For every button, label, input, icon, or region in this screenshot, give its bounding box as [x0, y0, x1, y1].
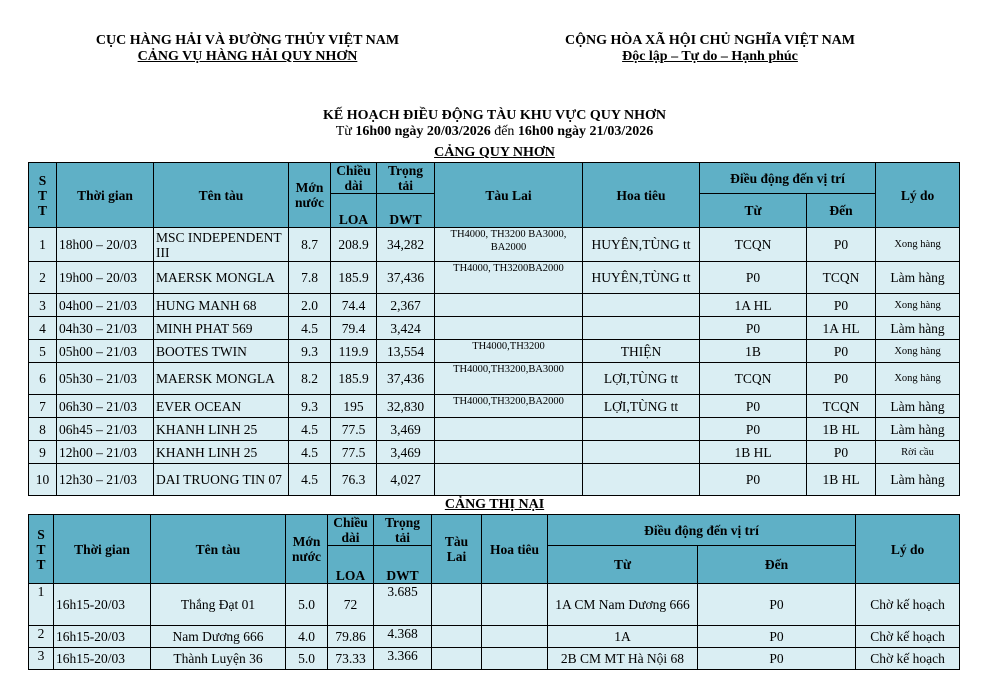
row-loa: 119.9: [331, 340, 377, 363]
row-pilot: LỢI,TÙNG tt: [583, 363, 700, 395]
row-loa: 79.4: [331, 317, 377, 340]
row-stt: 1: [29, 228, 57, 262]
col-to: Đến: [807, 194, 876, 228]
row-draft: 9.3: [289, 395, 331, 418]
row-pilot: HUYÊN,TÙNG tt: [583, 228, 700, 262]
col-ship: Tên tàu: [151, 515, 286, 584]
row-reason: Chờ kế hoạch: [856, 648, 960, 670]
period-prefix: Từ: [335, 124, 356, 139]
row-reason: Xong hàng: [876, 363, 960, 395]
row-dwt: 4,027: [377, 464, 435, 496]
col-length: Chiều dài: [331, 163, 377, 194]
row-pilot: LỢI,TÙNG tt: [583, 395, 700, 418]
row-tug: [435, 441, 583, 464]
national-motto: Độc lập – Tự do – Hạnh phúc: [622, 49, 798, 64]
row-time: 19h00 – 20/03: [57, 262, 154, 294]
row-reason: Làm hàng: [876, 418, 960, 441]
row-reason: Làm hàng: [876, 464, 960, 496]
col-from: Từ: [548, 546, 698, 584]
row-reason: Xong hàng: [876, 228, 960, 262]
row-to: P0: [807, 294, 876, 317]
document-title: [0, 108, 989, 140]
col-dwt-head: Trọng tải: [374, 515, 432, 546]
row-tug: TH4000,TH3200,BA2000: [435, 395, 583, 418]
row-reason: Chờ kế hoạch: [856, 584, 960, 626]
col-move: Điều động đến vị trí: [548, 515, 856, 546]
row-time: 05h30 – 21/03: [57, 363, 154, 395]
row-reason: Xong hàng: [876, 294, 960, 317]
table-row: [29, 340, 960, 363]
row-draft: 8.7: [289, 228, 331, 262]
row-dwt: 4.368: [374, 626, 432, 648]
row-dwt: 3,424: [377, 317, 435, 340]
row-stt: 6: [29, 363, 57, 395]
table-row: [29, 441, 960, 464]
row-from: 1B HL: [700, 441, 807, 464]
col-stt: S T T: [29, 515, 54, 584]
row-draft: 5.0: [286, 584, 328, 626]
row-loa: 72: [328, 584, 374, 626]
row-from: 1A HL: [700, 294, 807, 317]
row-dwt: 3.685: [374, 584, 432, 626]
period-mid: đến: [490, 124, 518, 139]
row-tug: TH4000, TH3200 BA3000, BA2000: [435, 228, 583, 262]
row-to: 1B HL: [807, 418, 876, 441]
row-from: 1A CM Nam Dương 666: [548, 584, 698, 626]
row-time: 06h45 – 21/03: [57, 418, 154, 441]
row-from: 1A: [548, 626, 698, 648]
row-pilot: [482, 626, 548, 648]
row-loa: 77.5: [331, 441, 377, 464]
row-pilot: THIỆN: [583, 340, 700, 363]
row-dwt: 2,367: [377, 294, 435, 317]
row-to: 1A HL: [807, 317, 876, 340]
row-ship-name: MAERSK MONGLA: [154, 363, 289, 395]
row-pilot: [583, 418, 700, 441]
quy-nhon-schedule-table: [28, 162, 960, 496]
row-ship-name: KHANH LINH 25: [154, 418, 289, 441]
table-row: [29, 395, 960, 418]
row-draft: 9.3: [289, 340, 331, 363]
col-reason: Lý do: [876, 163, 960, 228]
row-time: 12h00 – 21/03: [57, 441, 154, 464]
col-tug: Tàu Lai: [435, 163, 583, 228]
row-stt: 7: [29, 395, 57, 418]
section-title-thi-nai: CẢNG THỊ NẠI: [444, 497, 545, 512]
row-loa: 73.33: [328, 648, 374, 670]
national-header: [540, 33, 880, 65]
table-row: [29, 418, 960, 441]
row-tug: [435, 294, 583, 317]
row-draft: 4.5: [289, 418, 331, 441]
row-tug: [432, 648, 482, 670]
col-stt: S T T: [29, 163, 57, 228]
row-dwt: 32,830: [377, 395, 435, 418]
row-pilot: [482, 584, 548, 626]
row-stt: 2: [29, 626, 54, 648]
row-ship-name: KHANH LINH 25: [154, 441, 289, 464]
row-reason: Làm hàng: [876, 317, 960, 340]
table-row: [29, 294, 960, 317]
row-time: 05h00 – 21/03: [57, 340, 154, 363]
row-from: P0: [700, 395, 807, 418]
thi-nai-schedule-table: [28, 514, 960, 670]
row-time: 04h30 – 21/03: [57, 317, 154, 340]
thi-nai-rows: [29, 584, 960, 670]
row-from: 2B CM MT Hà Nội 68: [548, 648, 698, 670]
row-tug: TH4000,TH3200,BA3000: [435, 363, 583, 395]
row-stt: 3: [29, 648, 54, 670]
row-time: 16h15-20/03: [54, 626, 151, 648]
row-stt: 8: [29, 418, 57, 441]
row-dwt: 34,282: [377, 228, 435, 262]
col-dwt: DWT: [377, 194, 435, 228]
row-loa: 185.9: [331, 262, 377, 294]
row-ship-name: DAI TRUONG TIN 07: [154, 464, 289, 496]
table-row: [29, 262, 960, 294]
table-row: [29, 464, 960, 496]
row-pilot: HUYÊN,TÙNG tt: [583, 262, 700, 294]
col-to: Đến: [698, 546, 856, 584]
period-from: 16h00 ngày 20/03/2026: [355, 124, 491, 139]
row-stt: 9: [29, 441, 57, 464]
row-draft: 5.0: [286, 648, 328, 670]
row-draft: 7.8: [289, 262, 331, 294]
row-tug: [432, 626, 482, 648]
row-loa: 195: [331, 395, 377, 418]
col-tug: Tàu Lai: [432, 515, 482, 584]
table-row: [29, 363, 960, 395]
row-loa: 74.4: [331, 294, 377, 317]
row-dwt: 13,554: [377, 340, 435, 363]
quy-nhon-rows: [29, 228, 960, 496]
table-row: [29, 228, 960, 262]
row-to: P0: [807, 228, 876, 262]
row-pilot: [583, 441, 700, 464]
row-reason: Làm hàng: [876, 395, 960, 418]
row-from: TCQN: [700, 228, 807, 262]
row-ship-name: HUNG MANH 68: [154, 294, 289, 317]
row-to: P0: [807, 340, 876, 363]
row-pilot: [583, 317, 700, 340]
col-time: Thời gian: [54, 515, 151, 584]
row-draft: 4.5: [289, 464, 331, 496]
row-tug: TH4000, TH3200BA2000: [435, 262, 583, 294]
row-reason: Làm hàng: [876, 262, 960, 294]
row-to: TCQN: [807, 395, 876, 418]
row-to: P0: [807, 441, 876, 464]
row-tug: [435, 317, 583, 340]
row-time: 16h15-20/03: [54, 584, 151, 626]
row-loa: 185.9: [331, 363, 377, 395]
table-row: [29, 317, 960, 340]
period-to: 16h00 ngày 21/03/2026: [517, 124, 654, 139]
row-to: P0: [698, 584, 856, 626]
national-title: CỘNG HÒA XÃ HỘI CHỦ NGHĨA VIỆT NAM: [564, 33, 855, 48]
col-dwt: DWT: [374, 546, 432, 584]
row-tug: [435, 418, 583, 441]
row-from: P0: [700, 317, 807, 340]
table-row: [29, 626, 960, 648]
row-stt: 4: [29, 317, 57, 340]
row-to: TCQN: [807, 262, 876, 294]
row-draft: 2.0: [289, 294, 331, 317]
row-from: P0: [700, 464, 807, 496]
row-tug: [435, 464, 583, 496]
row-ship-name: MAERSK MONGLA: [154, 262, 289, 294]
row-draft: 4.0: [286, 626, 328, 648]
row-loa: 76.3: [331, 464, 377, 496]
plan-period: [0, 124, 989, 140]
col-length: Chiều dài: [328, 515, 374, 546]
row-loa: 208.9: [331, 228, 377, 262]
col-pilot: Hoa tiêu: [482, 515, 548, 584]
row-stt: 2: [29, 262, 57, 294]
row-reason: Chờ kế hoạch: [856, 626, 960, 648]
row-draft: 4.5: [289, 317, 331, 340]
table-row: [29, 584, 960, 626]
row-time: 16h15-20/03: [54, 648, 151, 670]
row-from: P0: [700, 262, 807, 294]
col-time: Thời gian: [57, 163, 154, 228]
row-dwt: 3,469: [377, 441, 435, 464]
row-loa: 79.86: [328, 626, 374, 648]
row-from: P0: [700, 418, 807, 441]
row-ship-name: MINH PHAT 569: [154, 317, 289, 340]
col-loa: LOA: [331, 194, 377, 228]
row-ship-name: BOOTES TWIN: [154, 340, 289, 363]
row-time: 18h00 – 20/03: [57, 228, 154, 262]
row-stt: 10: [29, 464, 57, 496]
row-dwt: 3.366: [374, 648, 432, 670]
row-dwt: 3,469: [377, 418, 435, 441]
col-from: Từ: [700, 194, 807, 228]
row-from: TCQN: [700, 363, 807, 395]
port-authority-name: CẢNG VỤ HÀNG HẢI QUY NHƠN: [137, 49, 358, 64]
row-to: P0: [698, 648, 856, 670]
row-time: 06h30 – 21/03: [57, 395, 154, 418]
row-dwt: 37,436: [377, 262, 435, 294]
section-title-quy-nhon: CẢNG QUY NHƠN: [434, 145, 555, 160]
row-to: P0: [698, 626, 856, 648]
row-draft: 4.5: [289, 441, 331, 464]
row-reason: Rời cầu: [876, 441, 960, 464]
row-pilot: [482, 648, 548, 670]
agency-name: CỤC HÀNG HẢI VÀ ĐƯỜNG THỦY VIỆT NAM: [95, 33, 400, 48]
row-stt: 3: [29, 294, 57, 317]
col-ship: Tên tàu: [154, 163, 289, 228]
col-draft: Mớn nước: [289, 163, 331, 228]
row-time: 12h30 – 21/03: [57, 464, 154, 496]
row-pilot: [583, 294, 700, 317]
row-tug: TH4000,TH3200: [435, 340, 583, 363]
row-to: 1B HL: [807, 464, 876, 496]
agency-header: [70, 33, 425, 65]
row-ship-name: Nam Dương 666: [151, 626, 286, 648]
col-reason: Lý do: [856, 515, 960, 584]
row-ship-name: MSC INDEPENDENT III: [154, 228, 289, 262]
row-ship-name: EVER OCEAN: [154, 395, 289, 418]
table-row: [29, 648, 960, 670]
row-to: P0: [807, 363, 876, 395]
row-ship-name: Thành Luyện 36: [151, 648, 286, 670]
col-loa: LOA: [328, 546, 374, 584]
row-ship-name: Thắng Đạt 01: [151, 584, 286, 626]
row-loa: 77.5: [331, 418, 377, 441]
row-stt: 5: [29, 340, 57, 363]
row-time: 04h00 – 21/03: [57, 294, 154, 317]
plan-title: KẾ HOẠCH ĐIỀU ĐỘNG TÀU KHU VỰC QUY NHƠN: [322, 108, 667, 123]
row-from: 1B: [700, 340, 807, 363]
row-dwt: 37,436: [377, 363, 435, 395]
col-dwt-head: Trọng tải: [377, 163, 435, 194]
row-stt: 1: [29, 584, 54, 626]
col-move: Điều động đến vị trí: [700, 163, 876, 194]
row-tug: [432, 584, 482, 626]
col-pilot: Hoa tiêu: [583, 163, 700, 228]
row-reason: Xong hàng: [876, 340, 960, 363]
row-pilot: [583, 464, 700, 496]
col-draft: Mớn nước: [286, 515, 328, 584]
row-draft: 8.2: [289, 363, 331, 395]
